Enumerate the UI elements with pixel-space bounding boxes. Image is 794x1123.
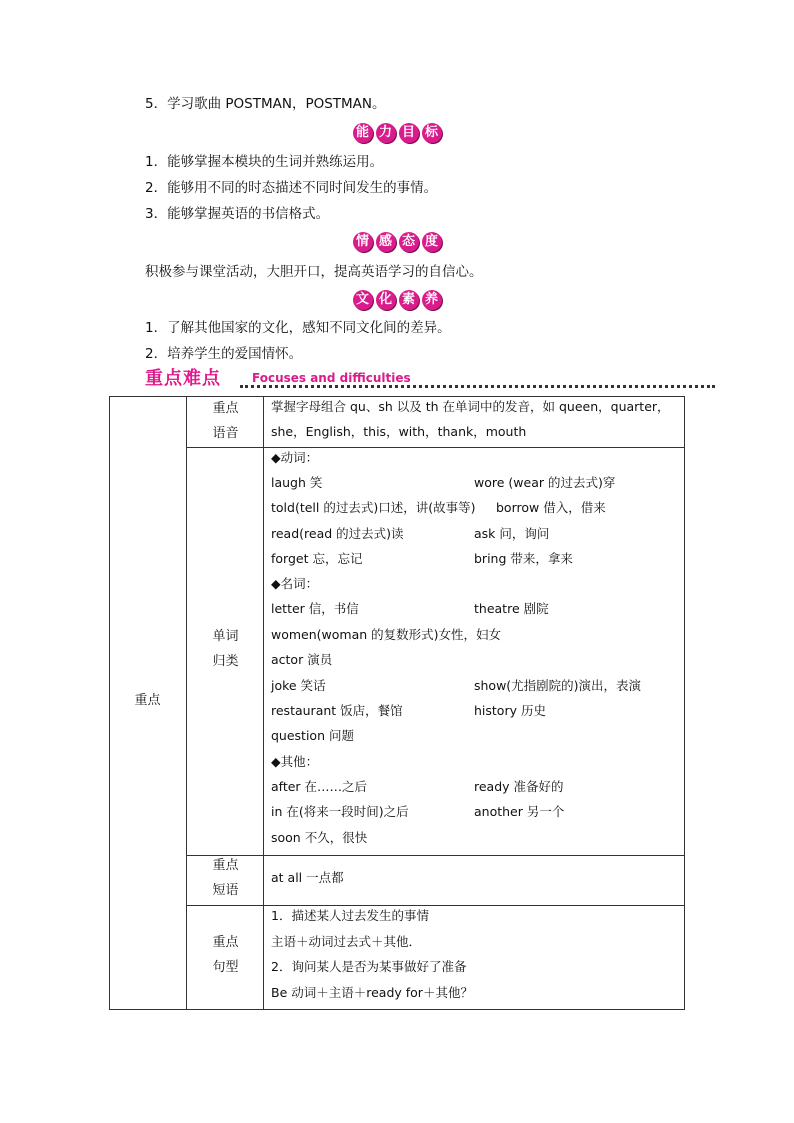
- vocab-item: read(read 的过去式)读: [271, 526, 404, 541]
- emotion-heading-char: 态: [399, 232, 419, 252]
- focus-title-en: Focuses and difficulties: [252, 371, 411, 385]
- vocab-item: another 另一个: [474, 804, 565, 819]
- emotion-text: 积极参与课堂活动，大胆开口，提高英语学习的自信心。: [145, 264, 483, 280]
- ability-heading-char: 目: [399, 123, 419, 143]
- vocab-item: forget 忘，忘记: [271, 551, 363, 566]
- vocab-item: ready 准备好的: [474, 779, 564, 794]
- vocab-item: after 在……之后: [271, 779, 368, 794]
- focus-title-cn: 重点难点: [145, 368, 221, 389]
- ability-item: 3．能够掌握英语的书信格式。: [145, 206, 330, 222]
- vocab-item: history 历史: [474, 703, 546, 718]
- culture-heading-char: 素: [399, 290, 419, 310]
- vocab-item: actor 演员: [271, 652, 333, 667]
- vocab-item: laugh 笑: [271, 475, 323, 490]
- vocab-item: show(尤指剧院的)演出，表演: [474, 678, 642, 693]
- vocab-item: joke 笑话: [271, 678, 326, 693]
- row-label: 重点: [212, 935, 239, 950]
- culture-heading: [0, 290, 794, 310]
- intro-item-5: 5．学习歌曲 POSTMAN，POSTMAN。: [145, 96, 386, 112]
- vocab-item: women(woman 的复数形式)女性，妇女: [271, 627, 502, 642]
- ability-heading: [0, 123, 794, 143]
- vocab-item: letter 信，书信: [271, 601, 359, 616]
- vocab-item: theatre 剧院: [474, 601, 549, 616]
- emotion-heading-char: 情: [353, 232, 373, 252]
- sentence-line: 2．询问某人是否为某事做好了准备: [271, 959, 467, 974]
- row-label: 重点: [212, 858, 239, 873]
- ability-item: 2．能够用不同的时态描述不同时间发生的事情。: [145, 180, 438, 196]
- culture-item: 1．了解其他国家的文化，感知不同文化间的差异。: [145, 320, 451, 336]
- vocab-item: restaurant 饭店，餐馆: [271, 703, 403, 718]
- culture-heading-char: 文: [353, 290, 373, 310]
- emotion-heading-char: 度: [422, 232, 442, 252]
- ability-heading-char: 能: [353, 123, 373, 143]
- table-main-label: 重点: [134, 693, 161, 708]
- emotion-heading-char: 感: [376, 232, 396, 252]
- group-title-verbs: ◆动词：: [271, 450, 319, 465]
- group-title-others: ◆其他：: [271, 754, 319, 769]
- dotted-rule: [240, 385, 715, 388]
- culture-heading-char: 养: [422, 290, 442, 310]
- sentence-line: 主语＋动词过去式＋其他．: [271, 934, 422, 949]
- focus-section-title: [145, 368, 715, 390]
- vocab-item: ask 问，询问: [474, 526, 550, 541]
- culture-item: 2．培养学生的爱国情怀。: [145, 346, 303, 362]
- vocab-item: told(tell 的过去式)口述，讲(故事等): [271, 500, 476, 515]
- vocab-item: wore (wear 的过去式)穿: [474, 475, 616, 490]
- phrase-line: at all 一点都: [271, 870, 344, 885]
- row-label: 短语: [212, 883, 239, 898]
- row-label: 语音: [212, 426, 239, 441]
- vocab-item: in 在(将来一段时间)之后: [271, 804, 409, 819]
- culture-heading-char: 化: [376, 290, 396, 310]
- pronunciation-line: she，English，this，with，thank，mouth: [271, 424, 527, 439]
- ability-heading-char: 标: [422, 123, 442, 143]
- vocab-item: question 问题: [271, 728, 354, 743]
- vocab-item: borrow 借入，借来: [496, 500, 606, 515]
- row-label: 重点: [212, 401, 239, 416]
- row-label: 句型: [212, 960, 239, 975]
- emotion-heading: [0, 232, 794, 252]
- sentence-line: Be 动词＋主语＋ready for＋其他？: [271, 985, 473, 1000]
- pronunciation-line: 掌握字母组合 qu、sh 以及 th 在单词中的发音，如 queen，quarter，: [271, 399, 670, 414]
- vocab-item: bring 带来，拿来: [474, 551, 573, 566]
- group-title-nouns: ◆名词：: [271, 576, 319, 591]
- row-label: 单词: [212, 629, 239, 644]
- vocab-item: soon 不久，很快: [271, 830, 368, 845]
- sentence-line: 1．描述某人过去发生的事情: [271, 908, 429, 923]
- ability-item: 1．能够掌握本模块的生词并熟练运用。: [145, 154, 384, 170]
- ability-heading-char: 力: [376, 123, 396, 143]
- row-label: 归类: [212, 654, 239, 669]
